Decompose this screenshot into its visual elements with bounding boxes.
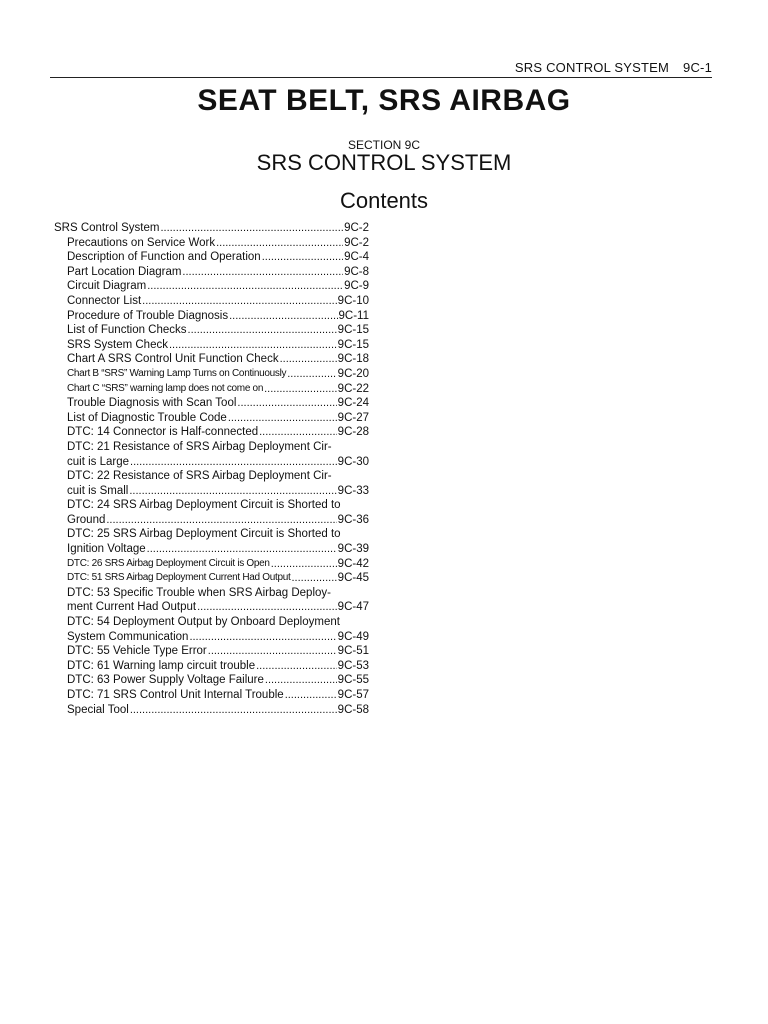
- toc-entry-page: 9C-10: [337, 294, 369, 307]
- toc-entry-title: cuit is Large: [67, 455, 130, 468]
- toc-entry-page: 9C-53: [337, 659, 369, 672]
- toc-entry-page: 9C-47: [337, 601, 369, 614]
- toc-entry-page: 9C-18: [337, 353, 369, 366]
- toc-entry[interactable]: [54, 542, 369, 557]
- toc-entry[interactable]: [54, 367, 369, 382]
- toc-entry-title: DTC: 63 Power Supply Voltage Failure: [67, 674, 264, 687]
- toc-dot-leader: [228, 411, 337, 426]
- toc-entry-page: 9C-4: [344, 251, 369, 264]
- toc-entry-title: DTC: 24 SRS Airbag Deployment Circuit is Shorted to: [67, 499, 341, 512]
- toc-entry-title: DTC: 61 Warning lamp circuit trouble: [67, 659, 256, 672]
- toc-entry-page: 9C-57: [337, 689, 369, 701]
- toc-dot-leader: [160, 221, 343, 236]
- toc-entry-title: Procedure of Trouble Diagnosis: [67, 309, 229, 322]
- toc-entry-title: DTC: 26 SRS Airbag Deployment Circuit is Open: [67, 557, 270, 569]
- toc-entry-page: 9C-2: [344, 236, 369, 249]
- toc-entry-page: 9C-49: [337, 630, 369, 643]
- running-header-page-number: 9C-1: [683, 60, 712, 75]
- toc-entry-page: 9C-58: [337, 703, 369, 716]
- section-label: SECTION 9C: [347, 138, 420, 152]
- toc-entry-title: SRS System Check: [67, 338, 168, 351]
- toc-entry[interactable]: [54, 352, 369, 367]
- toc-entry[interactable]: [54, 309, 369, 324]
- toc-entry-title: Chart B “SRS” Warning Lamp Turns on Continuously: [67, 367, 287, 379]
- contents-heading: Contents: [339, 188, 429, 213]
- toc-entry[interactable]: [54, 644, 369, 659]
- toc-entry-title: System Communication: [67, 630, 189, 643]
- toc-dot-leader: [189, 630, 336, 645]
- toc-entry[interactable]: [54, 425, 369, 440]
- toc-entry[interactable]: [54, 703, 369, 718]
- toc-dot-leader: [259, 425, 337, 440]
- toc-entry[interactable]: [54, 411, 369, 426]
- toc-dot-leader: [262, 250, 343, 265]
- toc-entry[interactable]: [54, 396, 369, 411]
- toc-entry-page: 9C-15: [337, 324, 369, 337]
- toc-entry-title: SRS Control System: [54, 222, 160, 234]
- toc-entry[interactable]: [54, 513, 369, 528]
- toc-entry[interactable]: [54, 615, 369, 630]
- toc-dot-leader: [285, 688, 337, 703]
- toc-entry[interactable]: [54, 498, 369, 513]
- toc-entry-title: Chart C “SRS” warning lamp does not come on: [67, 382, 264, 394]
- toc-entry-page: 9C-39: [337, 543, 369, 556]
- toc-entry[interactable]: [54, 236, 369, 251]
- table-of-contents: [54, 221, 369, 717]
- toc-entry[interactable]: [54, 586, 369, 601]
- toc-entry-title: ment Current Had Output: [67, 601, 197, 614]
- toc-entry-title: Special Tool: [67, 703, 129, 716]
- toc-entry-title: Connector List: [67, 294, 142, 307]
- toc-dot-leader: [142, 294, 337, 309]
- toc-entry-page: 9C-45: [337, 572, 369, 585]
- toc-entry-title: DTC: 25 SRS Airbag Deployment Circuit is Shorted to: [67, 528, 341, 541]
- toc-entry[interactable]: [54, 659, 369, 674]
- toc-dot-leader: [256, 659, 337, 674]
- toc-entry[interactable]: [54, 294, 369, 309]
- toc-dot-leader: [197, 600, 337, 615]
- toc-entry-title: DTC: 53 Specific Trouble when SRS Airbag Deploy-: [67, 586, 331, 599]
- toc-entry[interactable]: [54, 600, 369, 615]
- toc-dot-leader: [292, 571, 337, 586]
- toc-entry-title: Ignition Voltage: [67, 543, 146, 556]
- toc-entry[interactable]: [54, 688, 369, 703]
- toc-entry[interactable]: [54, 250, 369, 265]
- toc-dot-leader: [265, 673, 337, 688]
- toc-entry-page: 9C-11: [338, 309, 369, 322]
- toc-entry-page: 9C-20: [337, 367, 369, 380]
- toc-entry[interactable]: [54, 484, 369, 499]
- toc-dot-leader: [169, 338, 337, 353]
- toc-entry[interactable]: [54, 265, 369, 280]
- toc-dot-leader: [216, 236, 343, 251]
- toc-entry[interactable]: [54, 527, 369, 542]
- toc-dot-leader: [271, 557, 337, 572]
- toc-entry-page: 9C-22: [337, 382, 369, 395]
- toc-entry[interactable]: [54, 630, 369, 645]
- toc-dot-leader: [182, 265, 343, 280]
- toc-entry-page: 9C-15: [337, 338, 369, 351]
- toc-dot-leader: [287, 367, 336, 382]
- toc-entry[interactable]: [54, 557, 369, 572]
- toc-entry[interactable]: [54, 455, 369, 470]
- toc-dot-leader: [188, 323, 337, 338]
- toc-dot-leader: [130, 455, 337, 470]
- toc-dot-leader: [237, 396, 336, 411]
- toc-entry[interactable]: [54, 469, 369, 484]
- toc-entry-title: Description of Function and Operation: [67, 251, 261, 264]
- toc-entry-title: Circuit Diagram: [67, 280, 147, 293]
- running-header: [50, 60, 712, 78]
- toc-entry[interactable]: [54, 382, 369, 397]
- toc-entry-page: 9C-28: [337, 426, 369, 439]
- toc-entry[interactable]: [54, 571, 369, 586]
- toc-dot-leader: [147, 279, 343, 294]
- running-header-section: SRS CONTROL SYSTEM: [514, 60, 670, 75]
- page-title: SEAT BELT, SRS AIRBAG: [197, 84, 571, 117]
- toc-entry-title: Chart A SRS Control Unit Function Check: [67, 353, 279, 366]
- toc-dot-leader: [129, 484, 336, 499]
- toc-entry-page: 9C-36: [337, 513, 369, 526]
- toc-dot-leader: [147, 542, 337, 557]
- toc-entry-page: 9C-27: [337, 411, 369, 424]
- toc-entry-page: 9C-24: [337, 397, 369, 410]
- toc-dot-leader: [229, 309, 337, 324]
- toc-dot-leader: [208, 644, 337, 659]
- toc-entry-title: List of Diagnostic Trouble Code: [67, 411, 227, 424]
- toc-dot-leader: [130, 703, 337, 718]
- toc-entry-title: cuit is Small: [67, 484, 129, 497]
- toc-entry[interactable]: [54, 440, 369, 455]
- toc-entry-page: 9C-2: [344, 222, 369, 234]
- toc-entry-title: DTC: 22 Resistance of SRS Airbag Deployment Cir-: [67, 470, 332, 483]
- toc-entry-title: Precautions on Service Work: [67, 236, 216, 249]
- toc-entry-page: 9C-33: [337, 484, 369, 497]
- toc-entry-title: DTC: 71 SRS Control Unit Internal Trouble: [67, 689, 284, 701]
- toc-entry-page: 9C-51: [337, 645, 369, 658]
- toc-entry-title: DTC: 54 Deployment Output by Onboard Deployment: [67, 616, 340, 629]
- toc-entry-page: 9C-9: [344, 280, 369, 293]
- toc-dot-leader: [106, 513, 336, 528]
- toc-entry-title: DTC: 51 SRS Airbag Deployment Current Had Output: [67, 572, 291, 584]
- toc-dot-leader: [280, 352, 337, 367]
- toc-entry[interactable]: [54, 338, 369, 353]
- toc-entry-title: DTC: 14 Connector is Half-connected: [67, 426, 259, 439]
- toc-entry-title: List of Function Checks: [67, 324, 187, 337]
- toc-entry-title: DTC: 21 Resistance of SRS Airbag Deployment Cir-: [67, 440, 332, 453]
- toc-entry-page: 9C-8: [344, 265, 369, 278]
- section-title: SRS CONTROL SYSTEM: [256, 150, 512, 175]
- toc-entry-title: Part Location Diagram: [67, 265, 182, 278]
- toc-entry[interactable]: [54, 221, 369, 236]
- toc-entry-page: 9C-30: [337, 455, 369, 468]
- toc-dot-leader: [264, 382, 337, 397]
- toc-entry[interactable]: [54, 673, 369, 688]
- toc-entry[interactable]: [54, 323, 369, 338]
- toc-entry-title: DTC: 55 Vehicle Type Error: [67, 645, 207, 658]
- toc-entry-title: Ground: [67, 513, 106, 526]
- toc-entry-page: 9C-55: [337, 674, 369, 687]
- toc-entry-title: Trouble Diagnosis with Scan Tool: [67, 397, 237, 410]
- toc-entry[interactable]: [54, 279, 369, 294]
- toc-entry-page: 9C-42: [337, 557, 369, 570]
